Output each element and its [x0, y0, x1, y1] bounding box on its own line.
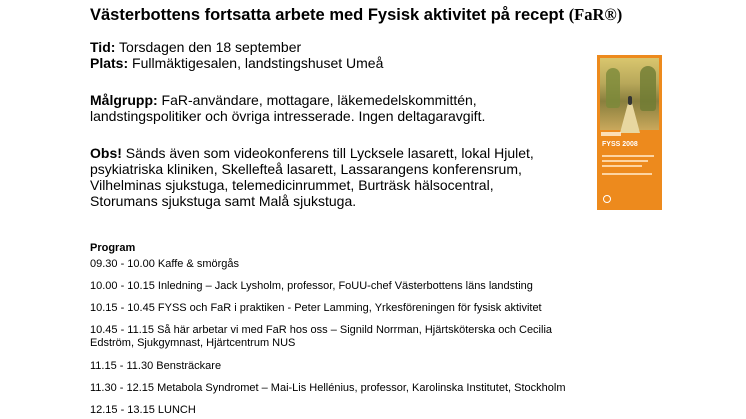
notice [90, 145, 534, 209]
program-item: 10.00 - 10.15 Inledning – Jack Lysholm, professor, FoUU-chef Västerbottens läns landsting [90, 280, 533, 292]
notice-text-1: Sänds även som videokonferens till Lycksele lasarett, lokal Hjulet, [125, 145, 534, 161]
cover-subtitle-line [602, 160, 648, 162]
notice-text-2: psykiatriska kliniken, Skellefteå lasarett, Lassarangens konferensrum, [90, 161, 522, 177]
program-item: 10.45 - 11.15 Så här arbetar vi med FaR hos oss – Signild Norrman, Hjärtsköterska och Cecilia [90, 324, 553, 336]
time-label: Tid: [90, 39, 116, 55]
program-item: 10.15 - 10.45 FYSS och FaR i praktiken - Peter Lamming, Yrkesföreningen för fysisk aktivitet [90, 302, 542, 314]
time-row [90, 39, 383, 55]
notice-label: Obs! [90, 145, 122, 161]
event-details [90, 39, 383, 71]
cover-subtitle-line [602, 173, 652, 175]
title-text: Västerbottens fortsatta arbete med Fysisk aktivitet på recept [90, 6, 565, 24]
notice-text-3: Vilhelminas sjukstuga, telemedicinrummet, Burträsk hälsocentral, [90, 177, 494, 193]
time-value: Torsdagen den 18 september [119, 39, 302, 55]
title-suffix: (FaR®) [568, 5, 623, 24]
cover-logo [601, 132, 621, 136]
program-item: 09.30 - 10.00 Kaffe & smörgås [90, 258, 239, 270]
cover-emblem-icon [603, 195, 611, 203]
document-title [90, 5, 622, 25]
cover-title: FYSS 2008 [602, 141, 638, 148]
program-heading: Program [90, 242, 136, 254]
program-item: 12.15 - 13.15 LUNCH [90, 404, 196, 416]
place-row [90, 55, 383, 71]
fyss-book-cover [597, 55, 662, 210]
program-item: 11.15 - 11.30 Bensträckare [90, 360, 222, 372]
cover-subtitle-line [602, 155, 654, 157]
cover-photo [600, 58, 659, 130]
target-label: Målgrupp: [90, 92, 158, 108]
target-text-1: FaR-användare, mottagare, läkemedelskommittén, [161, 92, 477, 108]
target-group [90, 92, 485, 124]
target-text-2: landstingspolitiker och övriga intresserade. Ingen deltagaravgift. [90, 108, 486, 124]
target-line-1 [90, 92, 485, 108]
cover-subtitle-line [602, 165, 642, 167]
program-item: 11.30 - 12.15 Metabola Syndromet – Mai-Lis Hellénius, professor, Karolinska Institutet, Stockholm [90, 382, 566, 394]
notice-text-4: Storumans sjukstuga samt Malå sjukstuga. [90, 193, 357, 209]
program-item: Edström, Sjukgymnast, Hjärtcentrum NUS [90, 337, 296, 349]
notice-line-1 [90, 145, 534, 161]
place-label: Plats: [90, 55, 129, 71]
place-value: Fullmäktigesalen, landstingshuset Umeå [132, 55, 384, 71]
